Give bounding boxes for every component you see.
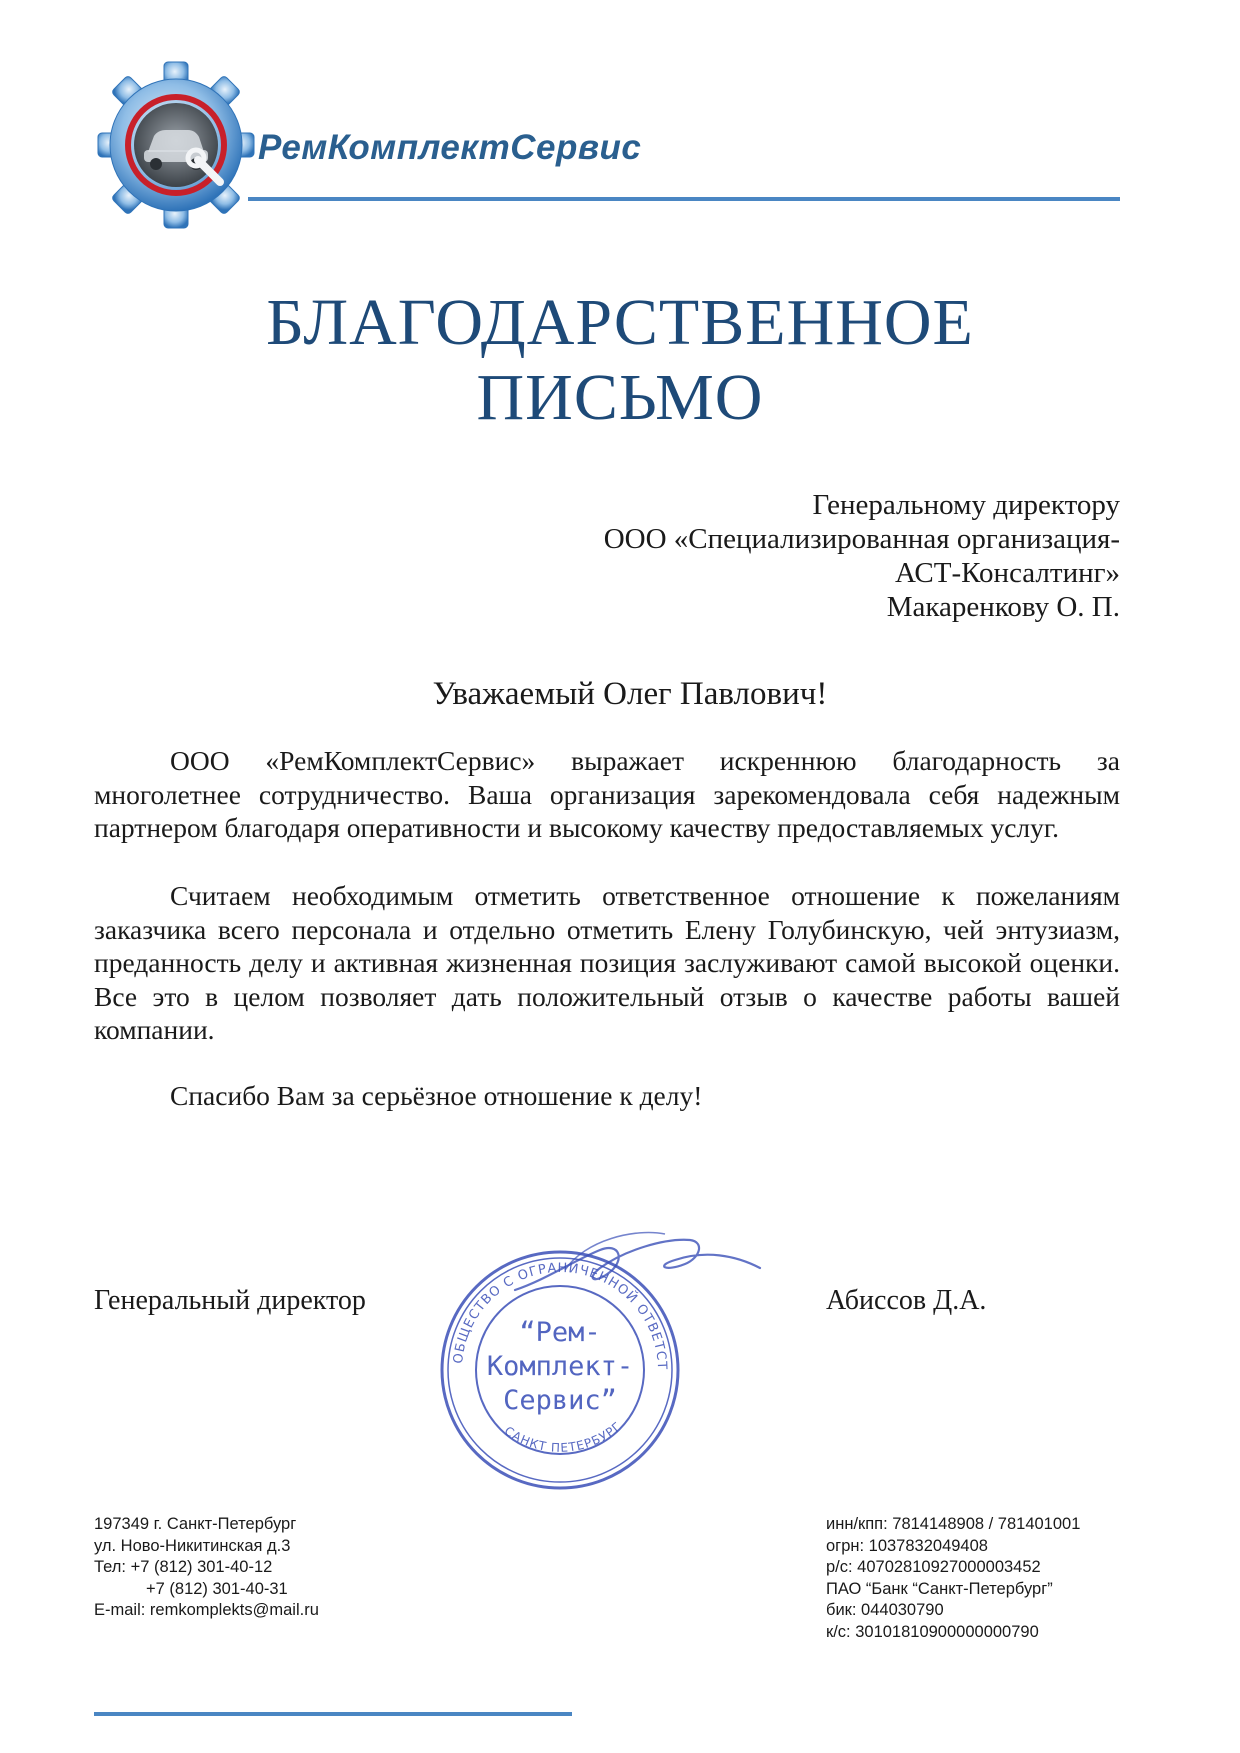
footer-email: E-mail: remkomplekts@mail.ru: [94, 1601, 319, 1620]
footer-contacts: [94, 1514, 319, 1622]
footer-account: р/с: 40702810927000003452: [826, 1558, 1041, 1577]
body-paragraph-1: [94, 744, 1120, 845]
header-divider: [248, 197, 1120, 201]
body-paragraph-3: [94, 1079, 1120, 1113]
handwritten-signature: [505, 1220, 775, 1340]
stamp-center-line1: “Рем-: [519, 1317, 601, 1348]
salutation: Уважаемый Олег Павлович!: [432, 676, 828, 712]
footer-address-line1: 197349 г. Санкт-Петербург: [94, 1515, 297, 1533]
addressee-line1: Генеральному директору: [812, 489, 1120, 521]
signature-scribble-icon: [505, 1220, 775, 1340]
footer-bik: бик: 044030790: [826, 1601, 944, 1620]
footer-bank-details: [826, 1514, 1080, 1644]
footer-phone-2: +7 (812) 301-40-31: [146, 1579, 288, 1598]
footer-phone-1: Тел: +7 (812) 301-40-12: [94, 1558, 273, 1577]
stamp-bottom-text: САНКТ ПЕТЕРБУРГ: [501, 1418, 625, 1455]
footer-address-line2: ул. Ново-Никитинская д.3: [94, 1536, 291, 1555]
company-brand-name: РемКомплектСервис: [258, 128, 642, 167]
paragraph-text: ООО «РемКомплектСервис» выражает искреннюю благодарность за многолетнее сотрудничество. Ваша организация зарекомендовала себя надежным партнером благодаря оперативности и высокому качеству предоставляемых услуг.: [94, 745, 1120, 843]
document-title-line2: ПИСЬМО: [476, 361, 764, 434]
paragraph-text: Спасибо Вам за серьёзное отношение к делу!: [170, 1080, 703, 1111]
svg-text:САНКТ ПЕТЕРБУРГ: [502, 1419, 625, 1455]
document-title-line1: БЛАГОДАРСТВЕННОЕ: [266, 286, 974, 359]
signer-name: Абиссов Д.А.: [826, 1285, 987, 1316]
paragraph-text: Считаем необходимым отметить ответственное отношение к пожеланиям заказчика всего персонала и отдельно отметить Елену Голубинскую, чей энтузиазм, преданность делу и активная жизненная позиция заслуживают самой высокой оценки. Все это в целом позволяет дать положительный отзыв о качестве работы вашей компании.: [94, 880, 1120, 1045]
footer-inn-kpp: инн/кпп: 7814148908 / 781401001: [826, 1515, 1081, 1533]
company-logo: [96, 60, 256, 230]
addressee-line4: Макаренкову О. П.: [886, 591, 1120, 623]
stamp-ring-text: ОБЩЕСТВО С ОГРАНИЧЕННОЙ ОТВЕТСТ: [451, 1260, 670, 1371]
footer-corr-account: к/с: 30101810900000000790: [826, 1622, 1039, 1641]
footer-divider: [94, 1712, 572, 1716]
addressee-line3: АСТ-Консалтинг»: [894, 557, 1120, 589]
addressee-line2: ООО «Специализированная организация-: [603, 523, 1120, 555]
body-paragraph-2: [94, 879, 1120, 1047]
stamp-center-line3: Сервис”: [503, 1385, 617, 1416]
footer-ogrn: огрн: 1037832049408: [826, 1536, 988, 1555]
stamp-center-line2: Комплект-: [486, 1351, 634, 1382]
signer-position: Генеральный директор: [94, 1285, 366, 1316]
footer-bank-name: ПАО “Банк “Санкт-Петербург”: [826, 1579, 1053, 1598]
gear-car-logo-icon: [96, 60, 256, 230]
